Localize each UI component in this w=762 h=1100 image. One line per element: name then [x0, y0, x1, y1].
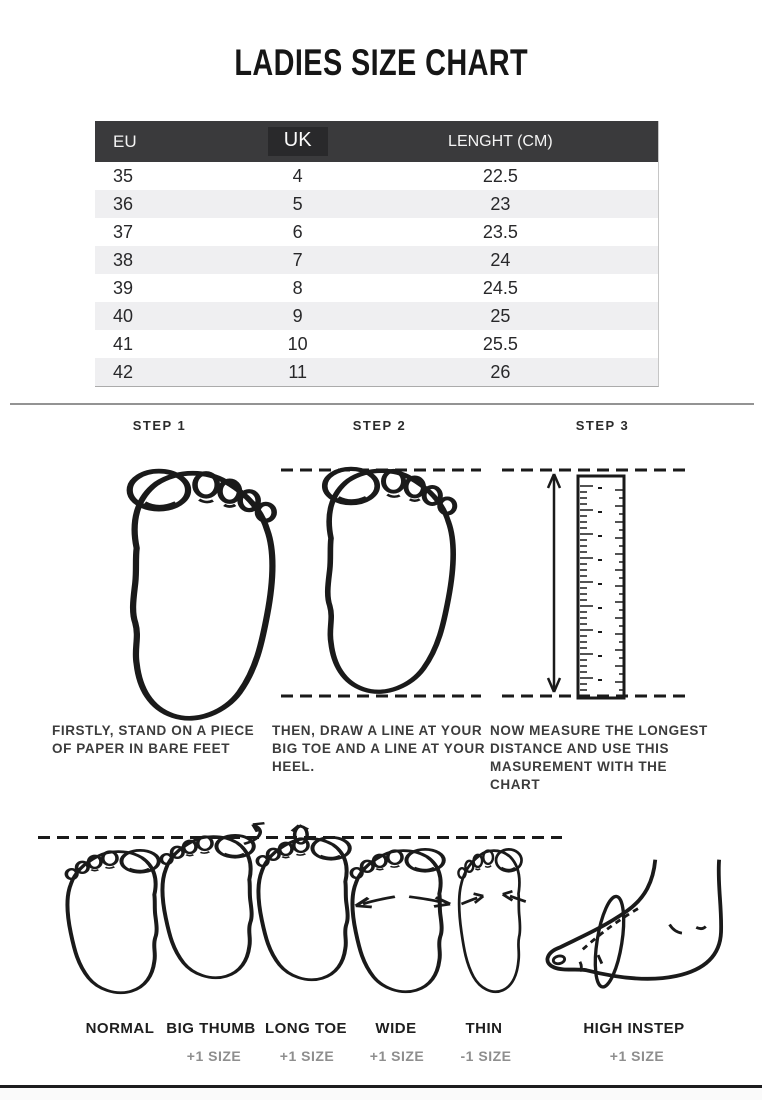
table-cell: 35 — [113, 165, 134, 186]
table-row — [95, 218, 658, 246]
table-cell: 9 — [292, 305, 303, 326]
table-cell: 40 — [113, 305, 134, 326]
foot-type-adjustment-thin: -1 SIZE — [460, 1048, 512, 1064]
column-header-eu: EU — [113, 131, 137, 151]
table-cell: 10 — [287, 333, 308, 354]
table-cell: 26 — [490, 361, 511, 382]
table-cell: 42 — [113, 361, 134, 382]
table-cell: 5 — [292, 193, 303, 214]
table-row — [95, 358, 658, 386]
table-cell: 22.5 — [482, 165, 518, 186]
foot-type-adjustment-big-thumb: +1 SIZE — [186, 1048, 242, 1064]
uk-header-box: UK — [268, 127, 328, 156]
foot-type-adjustment-long-toe: +1 SIZE — [279, 1048, 335, 1064]
table-cell: 11 — [288, 361, 308, 382]
bottom-strip — [0, 1088, 762, 1100]
step3-ruler-illustration — [502, 462, 687, 718]
table-cell: 37 — [113, 221, 134, 242]
table-row — [95, 162, 658, 190]
foot-type-label-normal: NORMAL — [85, 1020, 155, 1037]
column-header-length: LENGHT (CM) — [448, 132, 553, 150]
foot-type-adjustment-wide: +1 SIZE — [369, 1048, 425, 1064]
table-cell: 24.5 — [482, 277, 518, 298]
table-row — [95, 190, 658, 218]
table-cell: 23 — [490, 193, 511, 214]
step2-label: STEP 2 — [352, 418, 407, 433]
step1-label: STEP 1 — [132, 418, 187, 433]
foot-type-label-high-instep: HIGH INSTEP — [583, 1020, 685, 1037]
table-cell: 4 — [292, 165, 303, 186]
table-cell: 41 — [113, 333, 134, 354]
foot-type-adjustment-high-instep: +1 SIZE — [609, 1048, 665, 1064]
table-row — [95, 302, 658, 330]
section-divider — [10, 403, 754, 405]
table-cell: 36 — [113, 193, 134, 214]
table-row — [95, 330, 658, 358]
page-title-text: LADIES SIZE CHART — [234, 42, 528, 83]
table-cell: 25.5 — [482, 333, 518, 354]
foot-type-label-big-thumb: BIG THUMB — [166, 1020, 256, 1037]
foot-type-label-wide: WIDE — [375, 1020, 417, 1037]
step1-description: FIRSTLY, STAND ON A PIECE OF PAPER IN BARE FEET — [52, 723, 255, 756]
table-row — [95, 246, 658, 274]
table-cell: 23.5 — [482, 221, 518, 242]
table-cell: 6 — [292, 221, 303, 242]
table-cell: 39 — [113, 277, 134, 298]
column-header-uk — [208, 127, 388, 156]
table-cell: 24 — [490, 249, 511, 270]
foot-type-label-long-toe: LONG TOE — [264, 1020, 348, 1037]
table-cell: 8 — [292, 277, 303, 298]
step3-label: STEP 3 — [575, 418, 630, 433]
foot-type-high-instep-illustration — [535, 854, 745, 997]
foot-type-label-thin: THIN — [465, 1020, 503, 1037]
step2-foot-outline-illustration — [281, 462, 481, 718]
step3-description: NOW MEASURE THE LONGEST DISTANCE AND USE THIS MASUREMENT WITH THE CHART — [490, 723, 708, 792]
page-title — [0, 42, 762, 84]
table-cell: 38 — [113, 249, 134, 270]
table-cell: 25 — [490, 305, 511, 326]
size-table — [95, 121, 659, 387]
table-cell: 7 — [292, 249, 303, 270]
table-row — [95, 274, 658, 302]
size-table-header — [95, 121, 658, 162]
step2-description: THEN, DRAW A LINE AT YOUR BIG TOE AND A LINE AT YOUR HEEL. — [272, 723, 486, 774]
